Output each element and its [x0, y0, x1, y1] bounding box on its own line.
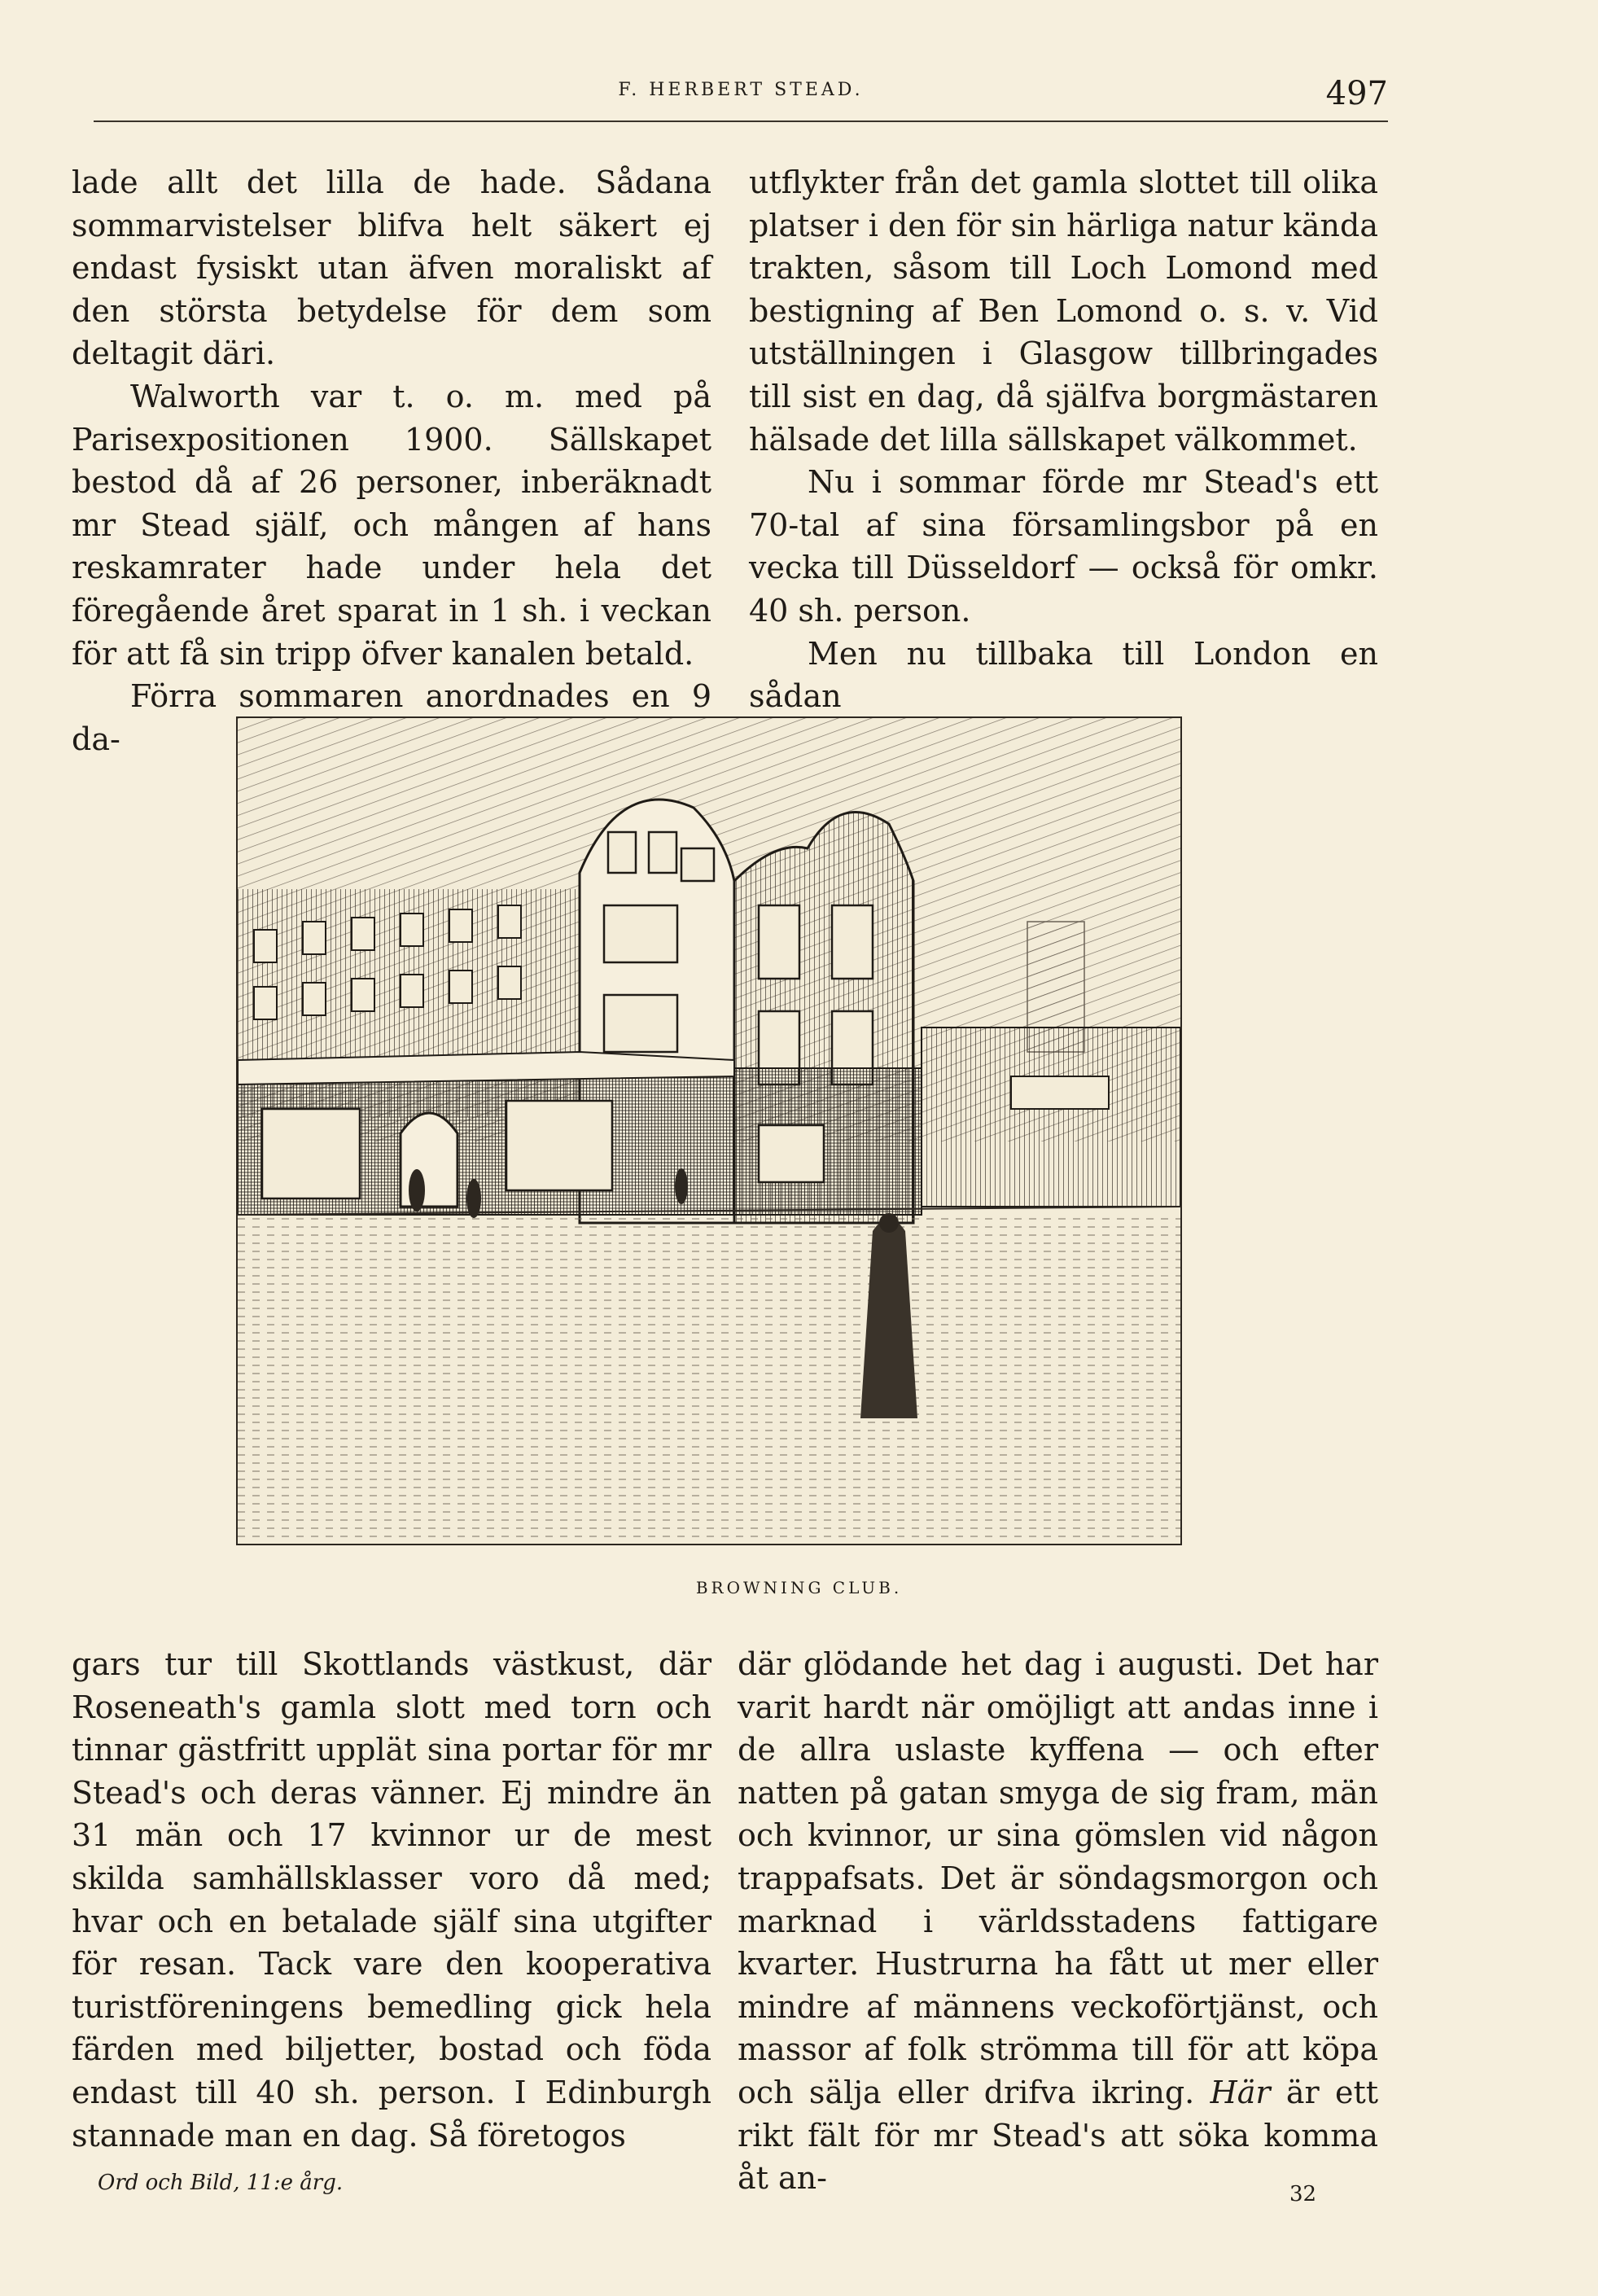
paragraph: utflykter från det gamla slottet till olika platser i den för sin härliga natur kända trakten, såsom till Loch Lomond med bestigning af Ben Lomond o. s. v. Vid utställningen i Glasgow tillbringades till sist en dag, då själfva borgmästaren hälsade det lilla sällskapet välkommet. — [749, 164, 1378, 458]
text-column-bottom-right — [738, 1643, 1378, 2200]
paragraph: gars tur till Skottlands västkust, där Roseneath's gamla slott med torn och tinnar gästfritt upplät sina portar för mr Stead's och deras vänner. Ej mindre än 31 män och 17 kvinnor ur de mest skilda samhällsklasser voro då med; hvar och en betalade själf sina utgifter för resan. Tack vare den kooperativa turistföreningens bemedling gick hela färden med biljetter, bostad och föda endast till 40 sh. person. I Edinburgh stannade man en dag. Så företogos — [72, 1646, 711, 2154]
paragraph: lade allt det lilla de hade. Sådana sommarvistelser blifva helt säkert ej endast fysiskt utan äfven moraliskt af den största betydelse för dem som deltagit däri. — [72, 164, 711, 372]
running-head-author: F. HERBERT STEAD. — [618, 80, 864, 100]
footer-journal-name: Ord och Bild, 11:e årg. — [98, 2171, 344, 2195]
paragraph: Walworth var t. o. m. med på Parisexpositionen 1900. Sällskapet bestod då af 26 personer, inberäknadt mr Stead själf, och mången af hans reskamrater hade under hela det föregående året sparat in 1 sh. i veckan för att få sin tripp öfver kanalen betald. — [72, 378, 711, 672]
text-column-top-right — [749, 161, 1378, 718]
street — [238, 1215, 1180, 1544]
illustration-caption: BROWNING CLUB. — [695, 1578, 903, 1597]
paragraph-text: där glödande het dag i augusti. Det har varit hardt när omöjligt att andas inne i de allra uslaste kyffena — och efter natten på gatan smyga de sig fram, män och kvinnor, ur sina gömslen vid någon trappafsats. Det är söndagsmorgon och marknad i världsstadens fattigare kvarter. Hustrurna ha fått ut mer eller mindre af männens veckoförtjänst, och massor af folk strömma till för att köpa och sälja eller drifva ikring. — [738, 1646, 1378, 2110]
text-column-bottom-left — [72, 1643, 711, 2157]
page-number: 497 — [1325, 75, 1388, 112]
header-rule — [94, 120, 1388, 122]
paragraph: Förra sommaren anordnades en 9 da- — [72, 678, 711, 757]
paragraph-text-continued: är ett rikt fält för mr Stead's att söka komma åt an- — [738, 2074, 1378, 2197]
emphasis-word: Här — [1210, 2074, 1271, 2110]
paragraph — [738, 1643, 1378, 2200]
right-wing-windows — [1011, 1076, 1109, 1109]
browning-club-engraving — [236, 716, 1182, 1545]
right-wing — [922, 1028, 1180, 1207]
text-column-top-left — [72, 161, 711, 760]
paragraph: Nu i sommar förde mr Stead's ett 70-tal af sina församlingsbor på en vecka till Düsseldorf — också för omkr. 40 sh. person. — [749, 464, 1378, 629]
footer-signature-number: 32 — [1289, 2182, 1317, 2206]
paragraph: Men nu tillbaka till London en sådan — [749, 635, 1378, 715]
running-header — [94, 73, 1388, 122]
